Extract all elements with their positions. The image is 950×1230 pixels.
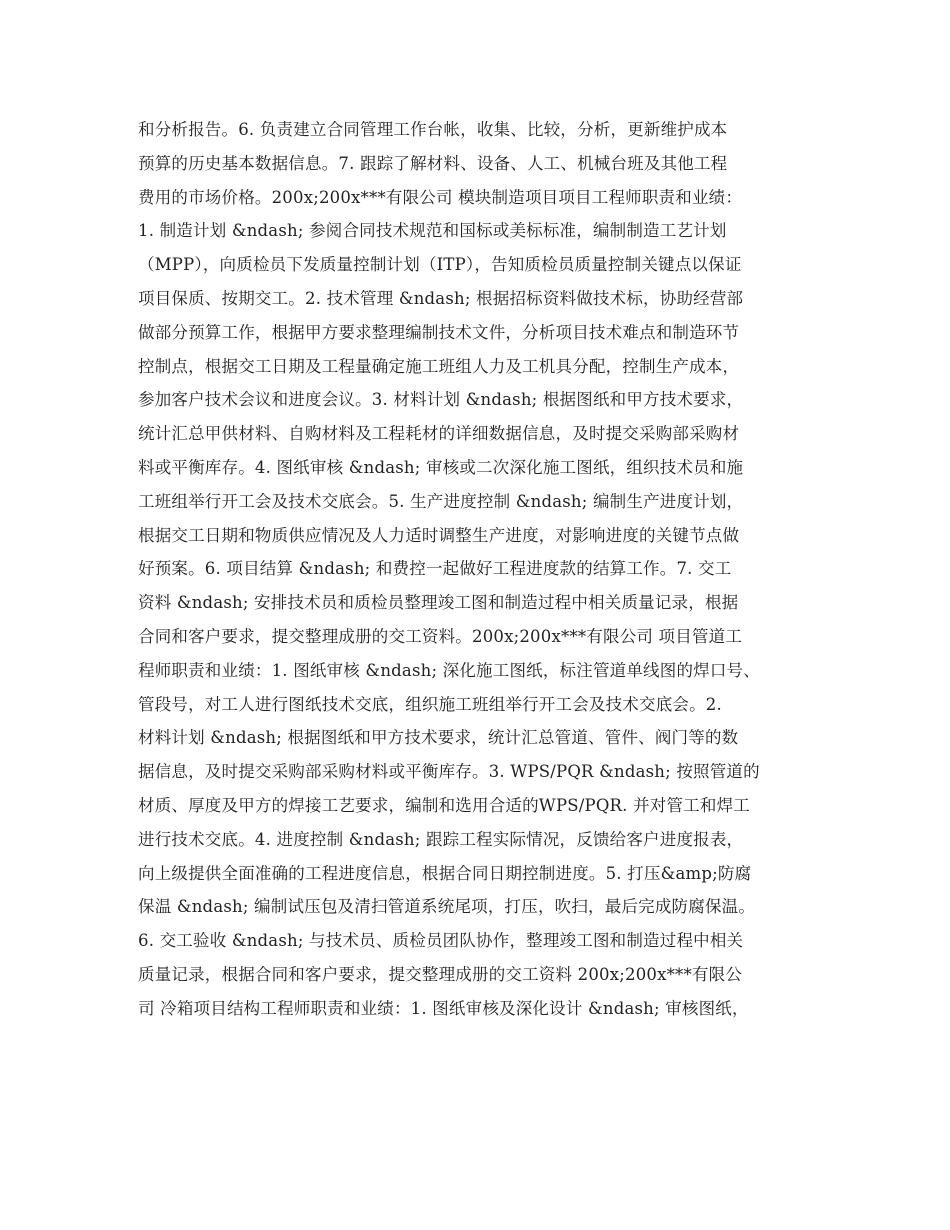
text-line: 1. 制造计划 &ndash; 参阅合同技术规范和国标或美标标准，编制制造工艺计划 [138,221,727,241]
text-line: 进行技术交底。4. 进度控制 &ndash; 跟踪工程实际情况，反馈给客户进度报表， [138,829,744,849]
text-line: 控制点，根据交工日期及工程量确定施工班组人力及工机具分配，控制生产成本， [138,356,740,376]
text-line: 资料 &ndash; 安排技术员和质检员整理竣工图和制造过程中相关质量记录，根据 [138,593,739,613]
text-line: 根据交工日期和物质供应情况及人力适时调整生产进度，对影响进度的关键节点做 [138,525,740,545]
text-line: 质量记录，根据合同和客户要求，提交整理成册的交工资料 200x;200x***有限公 [138,964,743,984]
text-line: 材料计划 &ndash; 根据图纸和甲方技术要求，统计汇总管道、管件、阀门等的数 [138,728,739,748]
text-line: 工班组举行开工会及技术交底会。5. 生产进度控制 &ndash; 编制生产进度计划， [138,491,744,511]
text-line: 据信息，及时提交采购部采购材料或平衡库存。3. WPS/PQR &ndash; 按照管道的 [138,762,760,782]
text-line: 程师职责和业绩：1. 图纸审核 &ndash; 深化施工图纸，标注管道单线图的焊口号、 [138,660,760,680]
text-line: 做部分预算工作，根据甲方要求整理编制技术文件，分析项目技术难点和制造环节 [138,322,740,342]
text-line: 向上级提供全面准确的工程进度信息，根据合同日期控制进度。5. 打压&amp;防腐 [138,863,752,883]
text-line: 统计汇总甲供材料、自购材料及工程耗材的详细数据信息，及时提交采购部采购材 [138,424,740,444]
text-line: 6. 交工验收 &ndash; 与技术员、质检员团队协作，整理竣工图和制造过程中相关 [138,931,744,951]
text-line: 费用的市场价格。200x;200x***有限公司 模块制造项目项目工程师职责和业绩： [138,187,743,207]
text-line: 料或平衡库存。4. 图纸审核 &ndash; 审核或二次深化施工图纸，组织技术员和施 [138,457,744,477]
text-line: 管段号，对工人进行图纸技术交底，组织施工班组举行开工会及技术交底会。2. [138,694,722,714]
document-body [138,113,828,1026]
text-line: 好预案。6. 项目结算 &ndash; 和费控一起做好工程进度款的结算工作。7. 交工 [138,559,732,579]
text-line: 司 冷箱项目结构工程师职责和业绩：1. 图纸审核及深化设计 &ndash; 审核图纸， [138,998,749,1018]
text-line: 合同和客户要求，提交整理成册的交工资料。200x;200x***有限公司 项目管道工 [138,626,743,646]
text-line: 材质、厚度及甲方的焊接工艺要求，编制和选用合适的WPS/PQR. 并对管工和焊工 [138,795,750,815]
text-line: 保温 &ndash; 编制试压包及清扫管道系统尾项，打压，吹扫，最后完成防腐保温。 [138,897,756,917]
text-line: （MPP），向质检员下发质量控制计划（ITP），告知质检员质量控制关键点以保证 [138,255,742,275]
text-line: 参加客户技术会议和进度会议。3. 材料计划 &ndash; 根据图纸和甲方技术要求， [138,390,744,410]
text-line: 和分析报告。6. 负责建立合同管理工作台帐，收集、比较，分析，更新维护成本 [138,120,728,139]
text-line: 预算的历史基本数据信息。7. 跟踪了解材料、设备、人工、机械台班及其他工程 [138,153,728,173]
text-line: 项目保质、按期交工。2. 技术管理 &ndash; 根据招标资料做技术标，协助经营部 [138,288,744,308]
